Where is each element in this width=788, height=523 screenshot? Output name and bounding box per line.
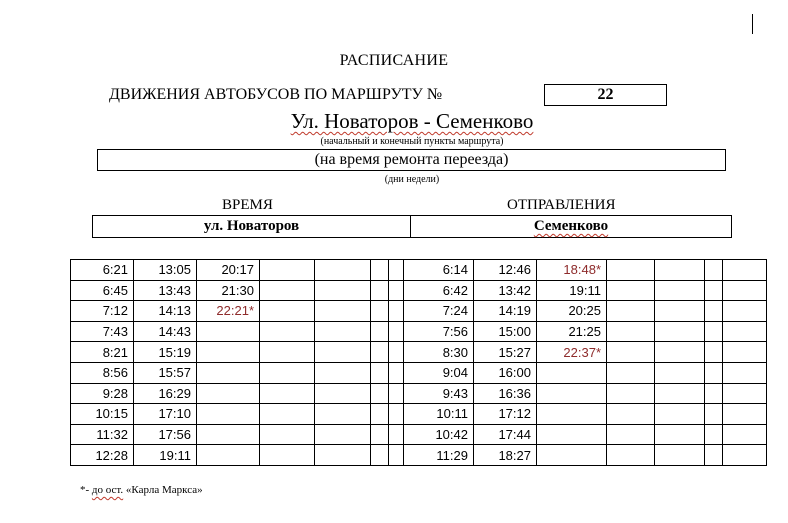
table-cell: 7:43: [71, 321, 134, 342]
table-cell: [260, 301, 315, 322]
table-cell: 17:10: [134, 404, 197, 425]
table-cell: [723, 445, 767, 466]
table-cell: 17:44: [474, 424, 537, 445]
table-cell: 6:21: [71, 260, 134, 281]
table-cell: [655, 260, 705, 281]
table-cell: [705, 321, 723, 342]
table-cell: [315, 321, 371, 342]
table-cell: [260, 321, 315, 342]
table-cell: [371, 301, 389, 322]
document-title: РАСПИСАНИЕ: [339, 52, 449, 69]
table-cell: 17:56: [134, 424, 197, 445]
table-cell: [607, 424, 655, 445]
table-cell: 10:11: [404, 404, 474, 425]
table-cell: 20:25: [537, 301, 607, 322]
table-cell: [655, 342, 705, 363]
timetable: [70, 259, 767, 466]
footnote-prefix: *-: [80, 484, 92, 496]
table-row: [71, 260, 767, 281]
table-row: [71, 424, 767, 445]
table-cell: 12:28: [71, 445, 134, 466]
table-cell: [315, 383, 371, 404]
table-cell: [723, 321, 767, 342]
table-cell: 15:19: [134, 342, 197, 363]
route-caption: (начальный и конечный пункты маршрута): [320, 136, 504, 147]
table-cell: [705, 445, 723, 466]
table-cell: [705, 260, 723, 281]
table-cell: [197, 321, 260, 342]
table-cell: [723, 404, 767, 425]
table-cell: [260, 424, 315, 445]
table-cell: 19:11: [537, 280, 607, 301]
table-cell: [655, 280, 705, 301]
table-cell: [197, 362, 260, 383]
table-cell: [607, 342, 655, 363]
table-cell: 15:27: [474, 342, 537, 363]
table-cell: 14:13: [134, 301, 197, 322]
table-cell: [705, 404, 723, 425]
table-cell: [315, 362, 371, 383]
stop-right-text: Семенково: [533, 218, 609, 234]
table-cell: 13:42: [474, 280, 537, 301]
table-cell: [723, 424, 767, 445]
table-cell: [723, 342, 767, 363]
table-cell: [655, 383, 705, 404]
table-cell: [607, 301, 655, 322]
document-subtitle: ДВИЖЕНИЯ АВТОБУСОВ ПО МАРШРУТУ №: [109, 86, 443, 103]
table-cell: [607, 383, 655, 404]
table-cell: [371, 280, 389, 301]
table-cell: [537, 445, 607, 466]
table-cell: 21:25: [537, 321, 607, 342]
table-cell: 19:11: [134, 445, 197, 466]
period-caption: (дни недели): [384, 174, 440, 185]
table-cell: [655, 301, 705, 322]
table-cell: [607, 362, 655, 383]
route-name-text: Ул. Новаторов - Семенково: [290, 109, 534, 133]
table-cell: [537, 362, 607, 383]
table-cell: [389, 404, 404, 425]
table-cell: 18:27: [474, 445, 537, 466]
table-cell: [537, 424, 607, 445]
table-cell: 15:57: [134, 362, 197, 383]
stop-left: ул. Новаторов: [93, 216, 411, 237]
table-cell: 7:12: [71, 301, 134, 322]
table-cell: [371, 424, 389, 445]
table-cell: [260, 280, 315, 301]
table-cell: [197, 404, 260, 425]
table-cell: 11:29: [404, 445, 474, 466]
table-cell: [371, 260, 389, 281]
route-name: [0, 109, 788, 134]
table-cell: [197, 383, 260, 404]
table-cell: [723, 280, 767, 301]
table-cell: [260, 342, 315, 363]
table-cell: [389, 362, 404, 383]
table-cell: [607, 445, 655, 466]
table-cell: [371, 383, 389, 404]
table-cell: [371, 445, 389, 466]
table-cell: 17:12: [474, 404, 537, 425]
table-cell: [260, 260, 315, 281]
table-cell: 11:32: [71, 424, 134, 445]
table-cell: 18:48*: [537, 260, 607, 281]
route-number-box: 22: [544, 84, 667, 106]
table-cell: [655, 404, 705, 425]
table-cell: [655, 362, 705, 383]
table-cell: [723, 260, 767, 281]
table-cell: [260, 383, 315, 404]
table-row: [71, 404, 767, 425]
period-box: (на время ремонта переезда): [97, 149, 726, 171]
table-cell: [607, 280, 655, 301]
table-cell: [705, 280, 723, 301]
table-cell: [315, 404, 371, 425]
table-cell: 6:14: [404, 260, 474, 281]
table-cell: [260, 362, 315, 383]
table-cell: 22:21*: [197, 301, 260, 322]
table-cell: 16:00: [474, 362, 537, 383]
table-cell: [537, 383, 607, 404]
table-cell: [315, 424, 371, 445]
table-cell: [315, 260, 371, 281]
table-cell: 21:30: [197, 280, 260, 301]
table-cell: 6:45: [71, 280, 134, 301]
table-row: [71, 362, 767, 383]
table-cell: [537, 404, 607, 425]
table-cell: [197, 342, 260, 363]
text-cursor: [752, 14, 753, 34]
table-row: [71, 342, 767, 363]
table-cell: 8:56: [71, 362, 134, 383]
table-row: [71, 301, 767, 322]
table-cell: 22:37*: [537, 342, 607, 363]
table-cell: [371, 362, 389, 383]
table-cell: 15:00: [474, 321, 537, 342]
table-cell: [389, 445, 404, 466]
table-cell: [607, 321, 655, 342]
table-row: [71, 445, 767, 466]
table-row: [71, 321, 767, 342]
table-cell: 10:15: [71, 404, 134, 425]
table-cell: 7:56: [404, 321, 474, 342]
table-cell: [655, 445, 705, 466]
table-cell: [705, 362, 723, 383]
table-cell: [197, 424, 260, 445]
table-cell: [389, 321, 404, 342]
table-cell: [705, 424, 723, 445]
table-cell: [655, 424, 705, 445]
table-cell: [389, 383, 404, 404]
header-time: ВРЕМЯ: [222, 197, 273, 213]
table-cell: [389, 260, 404, 281]
table-cell: 8:30: [404, 342, 474, 363]
table-cell: [315, 280, 371, 301]
table-cell: 9:04: [404, 362, 474, 383]
table-row: [71, 280, 767, 301]
table-cell: [607, 404, 655, 425]
table-cell: [315, 445, 371, 466]
table-row: [71, 383, 767, 404]
table-cell: 7:24: [404, 301, 474, 322]
table-cell: [705, 301, 723, 322]
table-cell: [389, 342, 404, 363]
table-cell: [723, 362, 767, 383]
table-cell: [723, 383, 767, 404]
table-cell: [315, 342, 371, 363]
table-cell: [607, 260, 655, 281]
stops-row: [92, 215, 732, 238]
footnote-wavy-text: до ост.: [91, 484, 124, 496]
table-cell: 9:43: [404, 383, 474, 404]
table-cell: [197, 445, 260, 466]
table-cell: 16:29: [134, 383, 197, 404]
table-cell: 20:17: [197, 260, 260, 281]
stop-right: [411, 216, 731, 237]
table-cell: 14:19: [474, 301, 537, 322]
header-departure: ОТПРАВЛЕНИЯ: [507, 197, 616, 213]
table-cell: [371, 404, 389, 425]
table-cell: [705, 342, 723, 363]
table-cell: 14:43: [134, 321, 197, 342]
table-cell: [389, 424, 404, 445]
table-cell: [371, 342, 389, 363]
table-cell: [723, 301, 767, 322]
table-cell: 6:42: [404, 280, 474, 301]
table-cell: 9:28: [71, 383, 134, 404]
table-cell: [315, 301, 371, 322]
table-cell: [389, 280, 404, 301]
table-cell: 13:43: [134, 280, 197, 301]
footnote: [80, 484, 203, 496]
table-cell: [705, 383, 723, 404]
table-cell: [260, 445, 315, 466]
table-cell: [655, 321, 705, 342]
table-cell: 8:21: [71, 342, 134, 363]
table-cell: [260, 404, 315, 425]
table-cell: 13:05: [134, 260, 197, 281]
table-cell: 10:42: [404, 424, 474, 445]
table-cell: [371, 321, 389, 342]
table-cell: 16:36: [474, 383, 537, 404]
table-cell: [389, 301, 404, 322]
table-cell: 12:46: [474, 260, 537, 281]
footnote-rest: «Карла Маркса»: [123, 484, 203, 496]
